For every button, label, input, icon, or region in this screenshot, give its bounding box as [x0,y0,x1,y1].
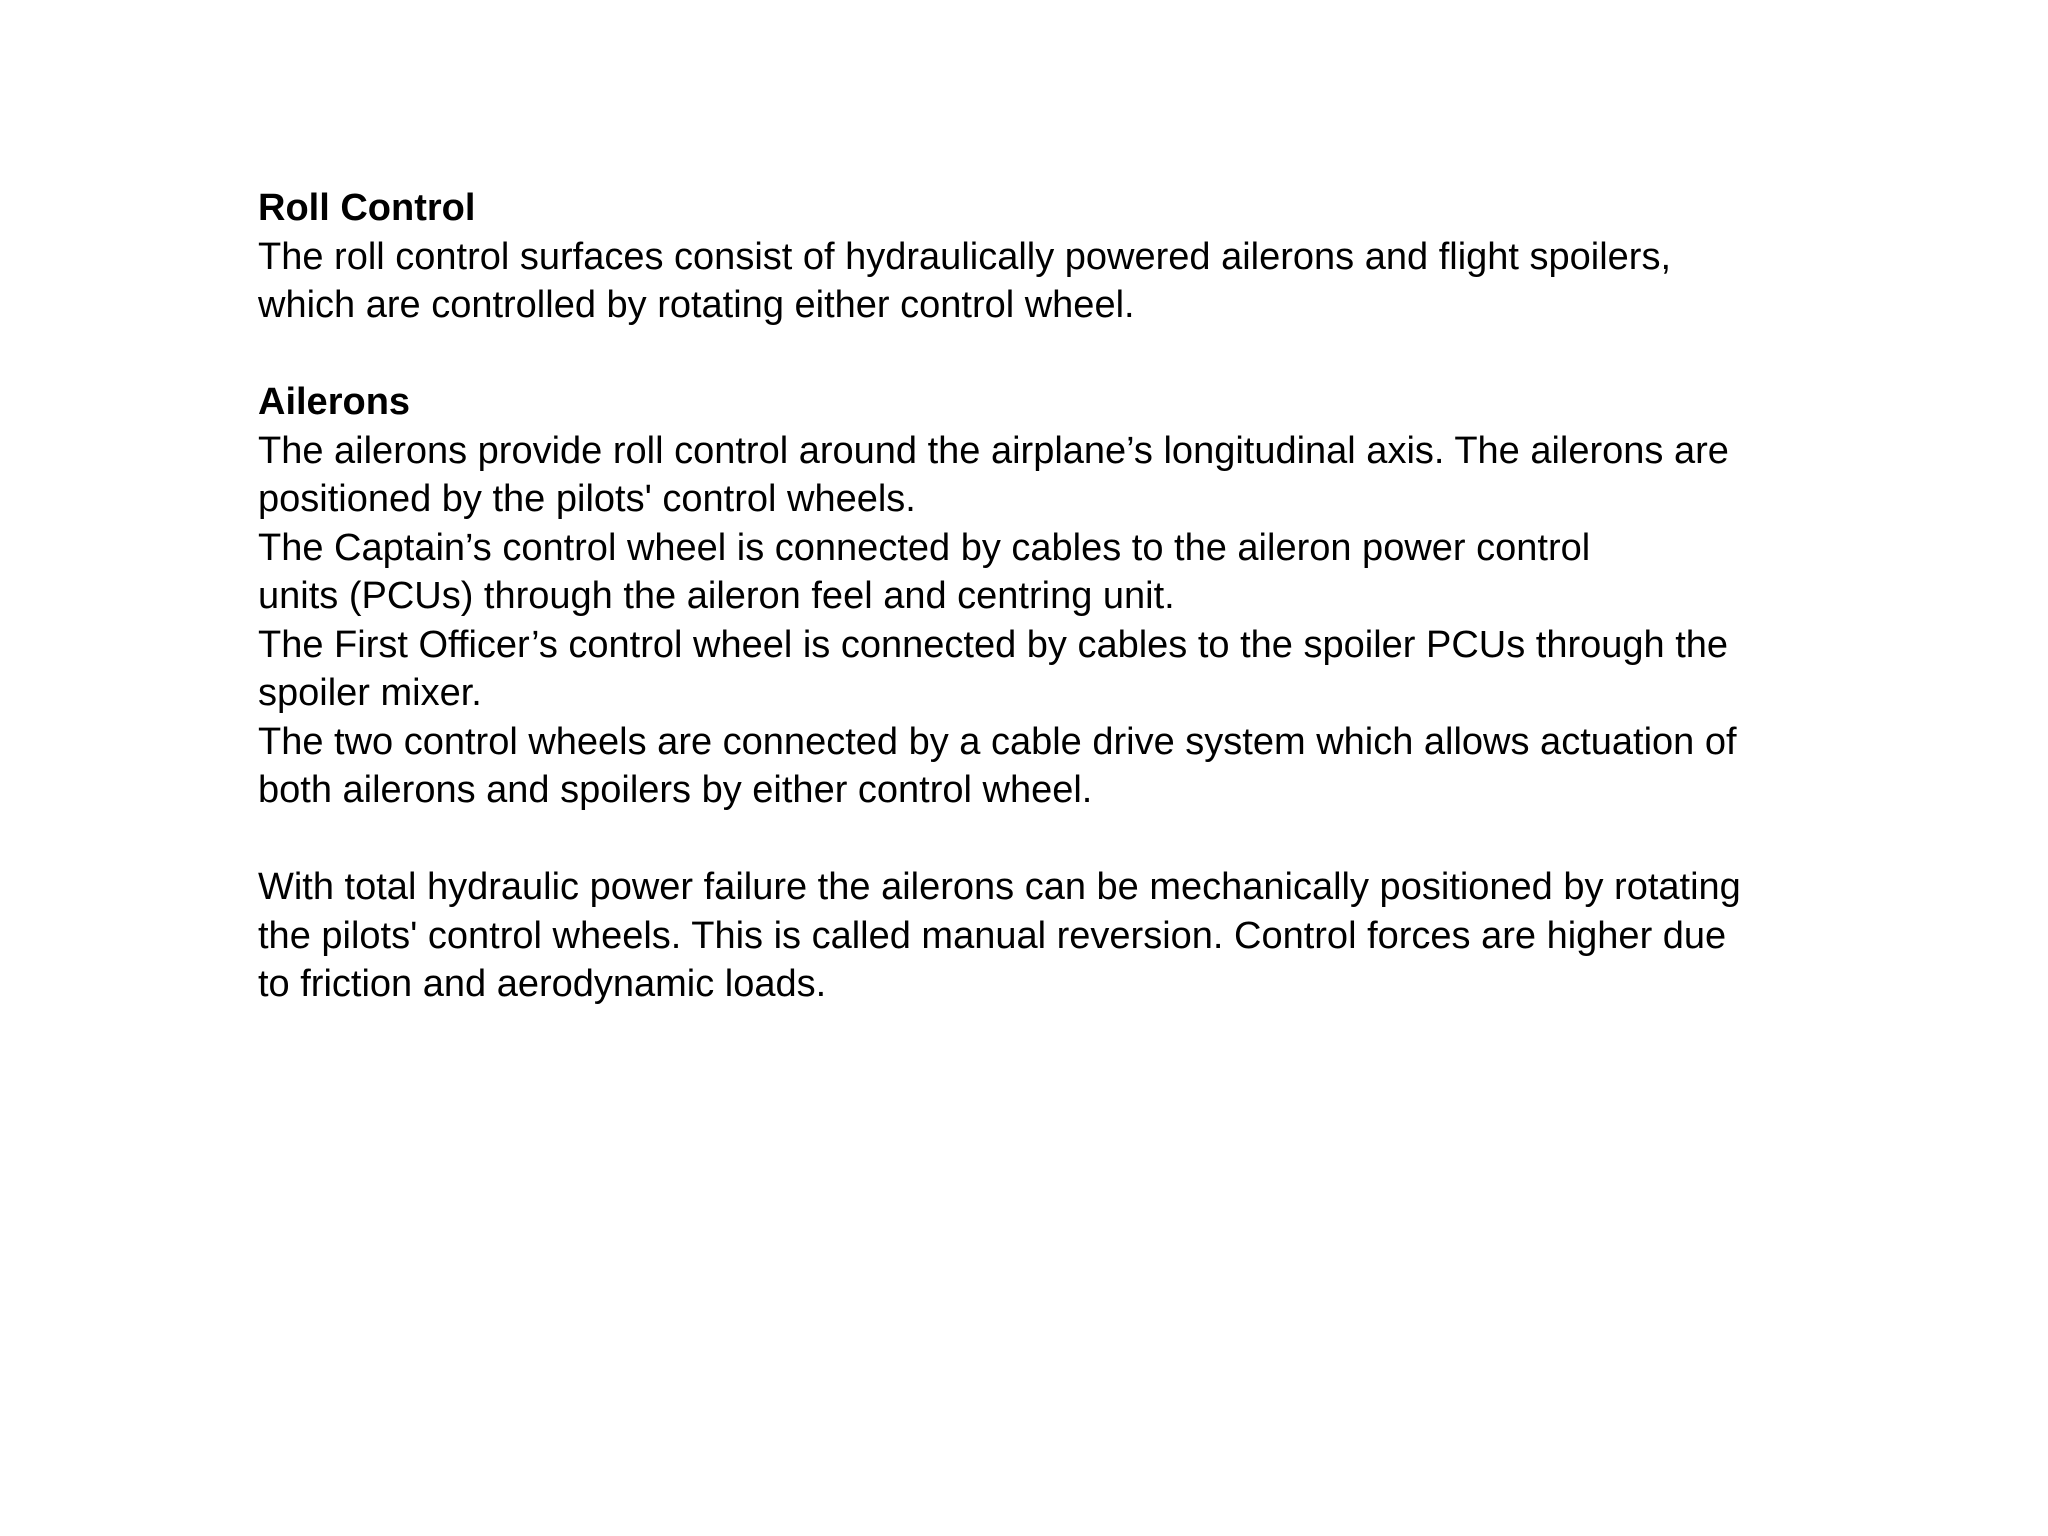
paragraph-gap [258,815,1898,864]
paragraph-line: to friction and aerodynamic loads. [258,963,827,1005]
paragraph-line: The roll control surfaces consist of hydraulically powered ailerons and flight spoilers, [258,235,1672,278]
section-manual-reversion [258,863,1898,1009]
paragraph-line: With total hydraulic power failure the ailerons can be mechanically positioned by rotating [258,866,1741,908]
section-ailerons [258,378,1898,815]
section-roll-control [258,184,1898,330]
paragraph-line: both ailerons and spoilers by either control wheel. [258,769,1093,811]
paragraph-line: The ailerons provide roll control around the airplane’s longitudinal axis. The ailerons are [258,429,1729,472]
paragraph-line: the pilots' control wheels. This is called manual reversion. Control forces are higher due [258,914,1727,957]
heading-ailerons: Ailerons [258,381,411,423]
paragraph-line: The First Officer’s control wheel is connected by cables to the spoiler PCUs through the [258,623,1729,666]
paragraph-line: spoiler mixer. [258,672,482,714]
paragraph-gap [258,330,1898,379]
document-body [258,184,1898,1009]
paragraph-line: The two control wheels are connected by a cable drive system which allows actuation of [258,720,1737,763]
paragraph-line: The Captain’s control wheel is connected by cables to the aileron power control [258,526,1591,569]
paragraph-line: positioned by the pilots' control wheels. [258,478,916,520]
paragraph-line: which are controlled by rotating either control wheel. [258,284,1135,326]
paragraph-line: units (PCUs) through the aileron feel and centring unit. [258,575,1175,617]
heading-roll-control: Roll Control [258,187,476,229]
